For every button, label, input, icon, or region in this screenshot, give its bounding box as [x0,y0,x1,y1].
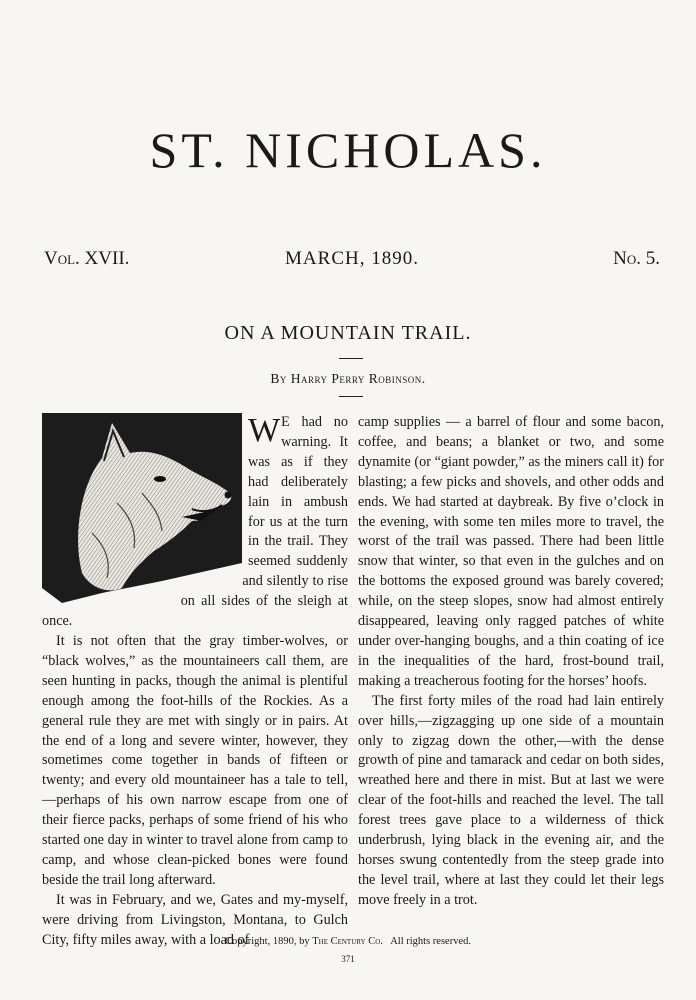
masthead-title: ST. NICHOLAS. [149,122,547,178]
paragraph-2: It is not often that the gray timber-wolves, or “black wolves,” as the mountaineers call them, are seen hunting in packs, though the animal is plentiful enough among the foot-hills of the Rockies. As a general rule they are met with singly or in pairs. At the end of a long and severe winter, however, they sometimes come together in bands of fifteen or twenty; and every old mountaineer has a tale to tell,—perhaps of his own narrow escape from one of their fierce packs, perhaps of some friend of his who started one day in winter to travel alone from camp to camp, and whose clean-picked bones were found beside the trail long afterward. [42,632,348,888]
paragraph-5: The first forty miles of the road had lain entirely over hills,—zigzagging up one side of a mountain only to zigzag down the other,—with the dense growth of pine and tamarack and cedar on both sides, wreathed here and there in mist. But at last we were clear of the foot-hills and reached the level. The tall forest trees gave place to a wilderness of thick underbrush, lying black in the evening air, and the horses swung contentedly from the steep grade into the level trail, where at last they could let their legs move freely in a trot. [358,692,664,908]
article-title: ON A MOUNTAIN TRAIL. [224,322,472,344]
paragraph-1: W E had no warning. It was as if they had deliberately lain in ambush for us at the turn in the trail. They seemed suddenly and silently to rise on all sides of the sleigh at once. [42,412,348,630]
left-column [42,413,348,950]
title-divider [339,358,363,359]
paragraph-3: It was in February, and we, Gates and my-myself, were driving from Livingston, Montana, to Gulch City, fifty miles away, with a load of [42,891,348,948]
issue-line [44,248,660,274]
byline-divider [339,396,363,397]
copyright-notice: Copyright, 1890, by The Century Co. All rights reserved. [225,936,471,947]
wolf-head-icon [42,413,242,603]
right-column [358,413,664,911]
page-number: 371 [341,954,355,964]
paragraph-4: camp supplies — a barrel of flour and some bacon, coffee, and beans; a blanket or two, and some dynamite (or “giant powder,” as the miners call it) for blasting; a few picks and shovels, and other odds and ends. We had started at daybreak. By five o’clock in the evening, with some ten miles more to travel, the worst of the trail was passed. There had been little snow that winter, so that even in the gulches and on the bottoms the exposed ground was barely covered; while, on the steep slopes, snow had almost entirely disappeared, leaving only ragged patches of white under over-hanging boughs, and a thin coating of ice in the inequalities of the hard, frost-bound trail, making a treacherous footing for the horses’ hoofs. [358,414,664,689]
issue-date: MARCH, 1890. [285,248,419,269]
volume-label: Vol. XVII. [44,248,130,269]
article-byline: By Harry Perry Robinson. [270,371,426,386]
issue-number: No. 5. [613,248,660,269]
drop-cap: W [248,412,281,449]
publisher-name: The Century Co. [312,936,383,947]
